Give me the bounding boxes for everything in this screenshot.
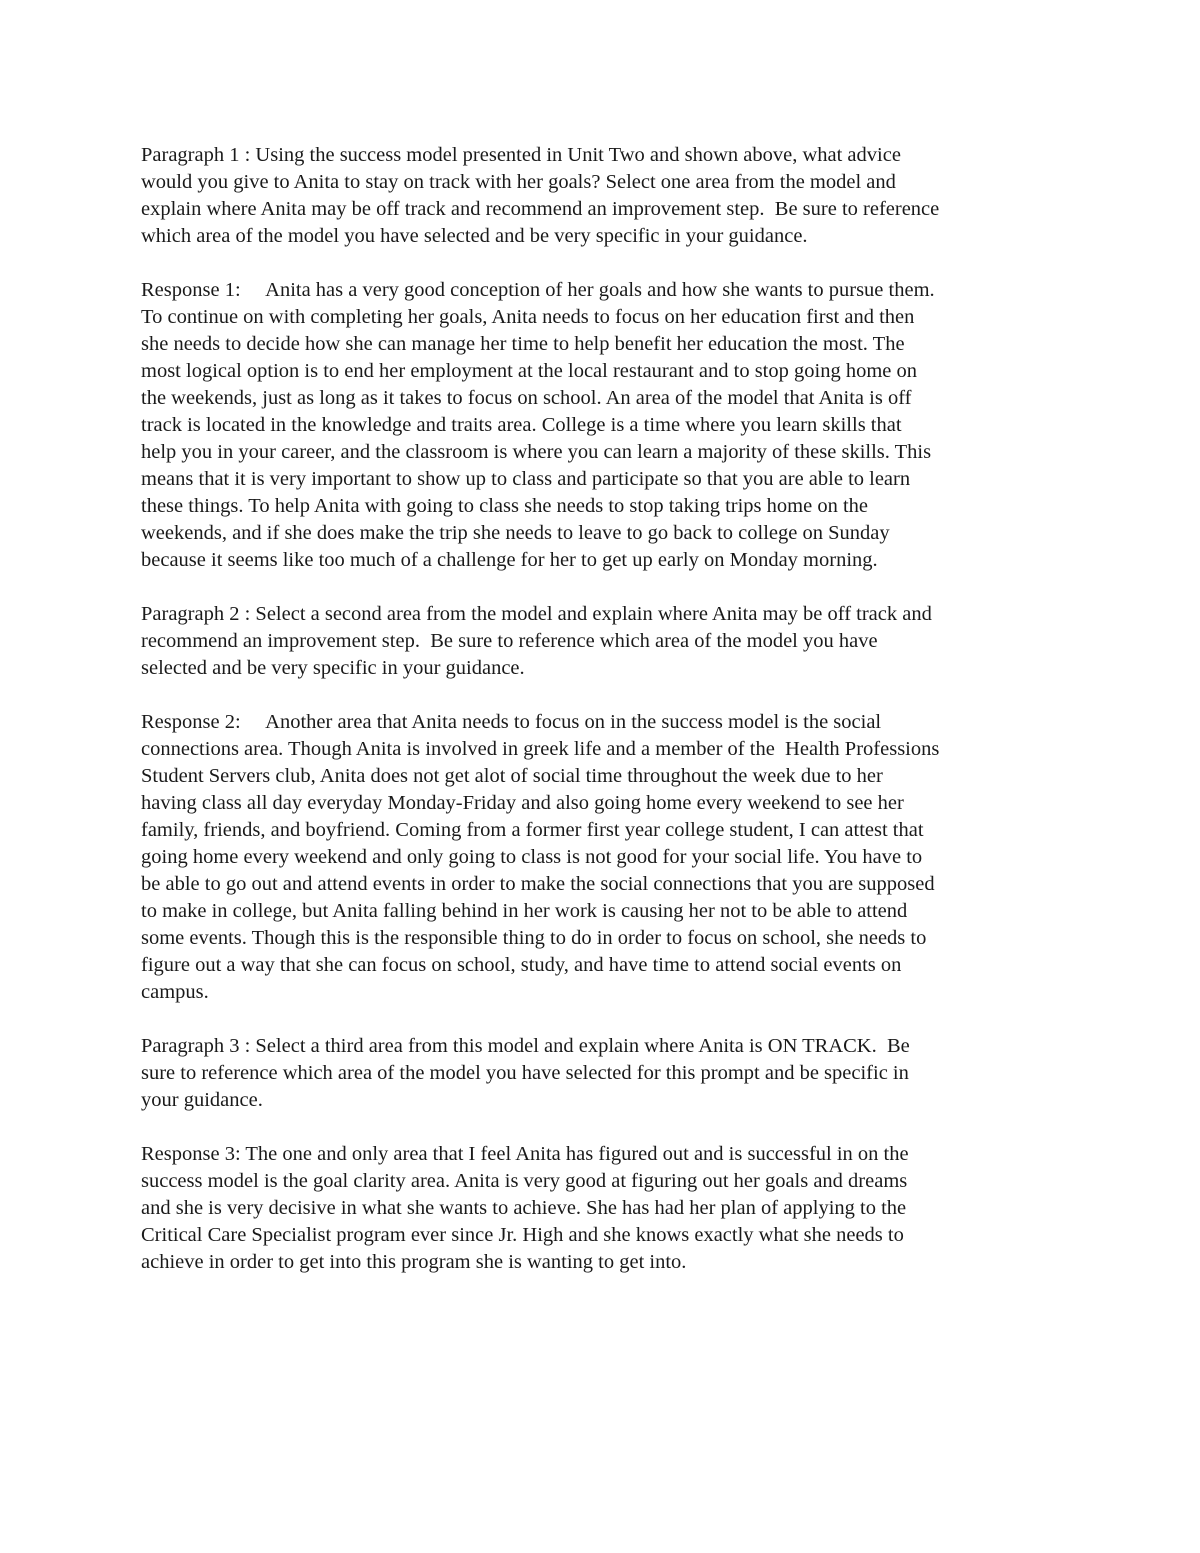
paragraph-2-prompt — [141, 601, 1066, 682]
response-2 — [141, 709, 1066, 1006]
text-line: be able to go out and attend events in order to make the social connections that you are supposed — [141, 873, 935, 895]
text-line: track is located in the knowledge and traits area. College is a time where you learn skills that — [141, 414, 902, 436]
text-line: Paragraph 1 : Using the success model presented in Unit Two and shown above, what advice — [141, 144, 901, 166]
text-line: Paragraph 3 : Select a third area from this model and explain where Anita is ON TRACK. Be — [141, 1035, 910, 1057]
text-line: success model is the goal clarity area. Anita is very good at figuring out her goals and dreams — [141, 1170, 908, 1192]
response-3 — [141, 1141, 1066, 1276]
text-line: To continue on with completing her goals, Anita needs to focus on her education first and then — [141, 306, 915, 328]
text-line: recommend an improvement step. Be sure to reference which area of the model you have — [141, 630, 878, 652]
text-line: Paragraph 2 : Select a second area from the model and explain where Anita may be off track and — [141, 603, 932, 625]
text-line: Critical Care Specialist program ever since Jr. High and she knows exactly what she needs to — [141, 1224, 904, 1246]
text-line: sure to reference which area of the model you have selected for this prompt and be specific in — [141, 1062, 909, 1084]
text-line: Response 3: The one and only area that I feel Anita has figured out and is successful in on the — [141, 1143, 909, 1165]
text-line: the weekends, just as long as it takes to focus on school. An area of the model that Anita is off — [141, 387, 912, 409]
text-line: explain where Anita may be off track and recommend an improvement step. Be sure to reference — [141, 198, 940, 220]
text-line: means that it is very important to show up to class and participate so that you are able to learn — [141, 468, 911, 490]
document-page — [141, 142, 1066, 1303]
text-line: help you in your career, and the classroom is where you can learn a majority of these skills. This — [141, 441, 932, 463]
text-line: achieve in order to get into this program she is wanting to get into. — [141, 1251, 687, 1273]
paragraph-1-prompt — [141, 142, 1066, 250]
response-1 — [141, 277, 1066, 574]
text-line: because it seems like too much of a challenge for her to get up early on Monday morning. — [141, 549, 878, 571]
text-line: Response 2: Another area that Anita needs to focus on in the success model is the social — [141, 711, 882, 733]
text-line: family, friends, and boyfriend. Coming from a former first year college student, I can attest that — [141, 819, 924, 841]
text-line: figure out a way that she can focus on school, study, and have time to attend social events on — [141, 954, 902, 976]
text-line: Student Servers club, Anita does not get alot of social time throughout the week due to her — [141, 765, 883, 787]
text-line: would you give to Anita to stay on track with her goals? Select one area from the model and — [141, 171, 896, 193]
text-line: these things. To help Anita with going to class she needs to stop taking trips home on the — [141, 495, 868, 517]
text-line: your guidance. — [141, 1089, 263, 1111]
text-line: to make in college, but Anita falling behind in her work is causing her not to be able to attend — [141, 900, 908, 922]
text-line: some events. Though this is the responsible thing to do in order to focus on school, she needs to — [141, 927, 927, 949]
text-line: Response 1: Anita has a very good conception of her goals and how she wants to pursue them. — [141, 279, 935, 301]
text-line: going home every weekend and only going to class is not good for your social life. You have to — [141, 846, 923, 868]
text-line: most logical option is to end her employment at the local restaurant and to stop going home on — [141, 360, 917, 382]
text-line: selected and be very specific in your guidance. — [141, 657, 525, 679]
text-line: connections area. Though Anita is involved in greek life and a member of the Health Professions — [141, 738, 940, 760]
paragraph-3-prompt — [141, 1033, 1066, 1114]
text-line: having class all day everyday Monday-Friday and also going home every weekend to see her — [141, 792, 904, 814]
text-line: which area of the model you have selected and be very specific in your guidance. — [141, 225, 808, 247]
text-line: and she is very decisive in what she wants to achieve. She has had her plan of applying to the — [141, 1197, 907, 1219]
text-line: she needs to decide how she can manage her time to help benefit her education the most. The — [141, 333, 905, 355]
text-line: campus. — [141, 981, 209, 1003]
text-line: weekends, and if she does make the trip she needs to leave to go back to college on Sunday — [141, 522, 890, 544]
